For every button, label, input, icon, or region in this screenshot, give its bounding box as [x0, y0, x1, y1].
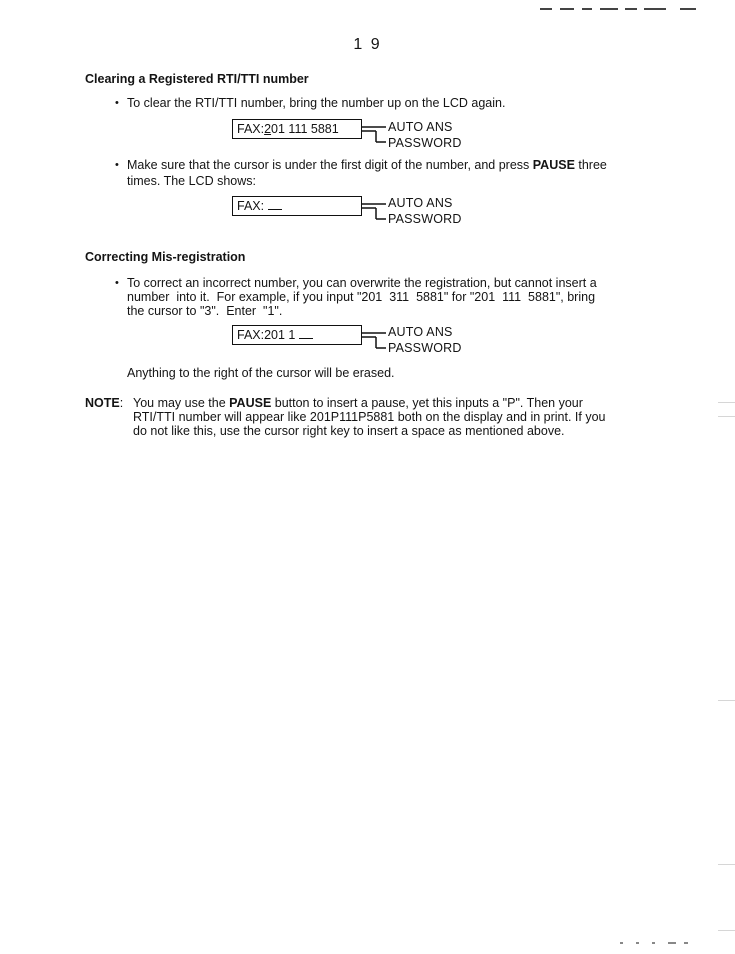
- lcd-cursor: [299, 328, 313, 339]
- margin-tick: [718, 416, 735, 417]
- note-text: RTI/TTI number will appear like 201P111P5881 both on the display and in print. If you: [133, 410, 606, 424]
- lcd-option-auto-ans: AUTO ANS: [388, 325, 453, 339]
- note-text: do not like this, use the cursor right key to insert a space as mentioned above.: [133, 424, 565, 438]
- scan-mark: [684, 942, 688, 944]
- section-heading-correcting: Correcting Mis-registration: [85, 250, 246, 264]
- lcd-option-connector: [362, 120, 388, 148]
- pause-key-label: PAUSE: [532, 158, 575, 172]
- note-text: You may use the PAUSE button to insert a pause, yet this inputs a "P". Then your: [133, 396, 583, 410]
- section-heading-clearing: Clearing a Registered RTI/TTI number: [85, 72, 309, 86]
- lcd-display: [232, 119, 362, 139]
- lcd-option-connector: [362, 326, 388, 354]
- lcd-display: [232, 325, 362, 345]
- paragraph: Anything to the right of the cursor will be erased.: [127, 366, 395, 380]
- note-label: NOTE:: [85, 396, 124, 410]
- lcd-prefix: FAX:: [237, 122, 265, 136]
- paragraph: Make sure that the cursor is under the first digit of the number, and press PAUSE three: [127, 158, 607, 172]
- lcd-option-password: PASSWORD: [388, 212, 462, 226]
- scan-mark: [600, 8, 618, 10]
- margin-tick: [718, 864, 735, 865]
- lcd-display: [232, 196, 362, 216]
- lcd-option-auto-ans: AUTO ANS: [388, 196, 453, 210]
- scan-mark: [668, 942, 676, 944]
- lcd-option-connector: [362, 197, 388, 225]
- margin-tick: [718, 700, 735, 701]
- page-number: 1 9: [353, 36, 382, 53]
- paragraph: number into it. For example, if you input "201 311 5881" for "201 111 5881", bring: [127, 290, 596, 304]
- lcd-option-password: PASSWORD: [388, 136, 462, 150]
- lcd-prefix: FAX:: [237, 199, 265, 213]
- margin-tick: [718, 402, 735, 403]
- paragraph: times. The LCD shows:: [127, 174, 256, 188]
- margin-tick: [718, 930, 735, 931]
- scan-mark: [560, 8, 574, 10]
- pause-key-label: PAUSE: [229, 396, 272, 410]
- scan-mark: [582, 8, 592, 10]
- lcd-text: FAX:201 1: [237, 328, 296, 342]
- scan-mark: [652, 942, 655, 944]
- lcd-option-password: PASSWORD: [388, 341, 462, 355]
- paragraph: To clear the RTI/TTI number, bring the number up on the LCD again.: [127, 96, 506, 110]
- bullet-icon: •: [115, 277, 119, 289]
- scan-mark: [620, 942, 623, 944]
- scan-mark: [540, 8, 552, 10]
- paragraph: To correct an incorrect number, you can overwrite the registration, but cannot insert a: [127, 276, 597, 290]
- scan-mark: [680, 8, 696, 10]
- bullet-icon: •: [115, 159, 119, 171]
- scan-mark: [644, 8, 666, 10]
- lcd-cursor-char: 2: [264, 122, 272, 136]
- lcd-option-auto-ans: AUTO ANS: [388, 120, 453, 134]
- paragraph: the cursor to "3". Enter "1".: [127, 304, 283, 318]
- bullet-icon: •: [115, 97, 119, 109]
- scan-mark: [625, 8, 637, 10]
- lcd-cursor: [268, 199, 282, 210]
- scan-mark: [636, 942, 639, 944]
- lcd-number: 01 111 5881: [271, 122, 339, 136]
